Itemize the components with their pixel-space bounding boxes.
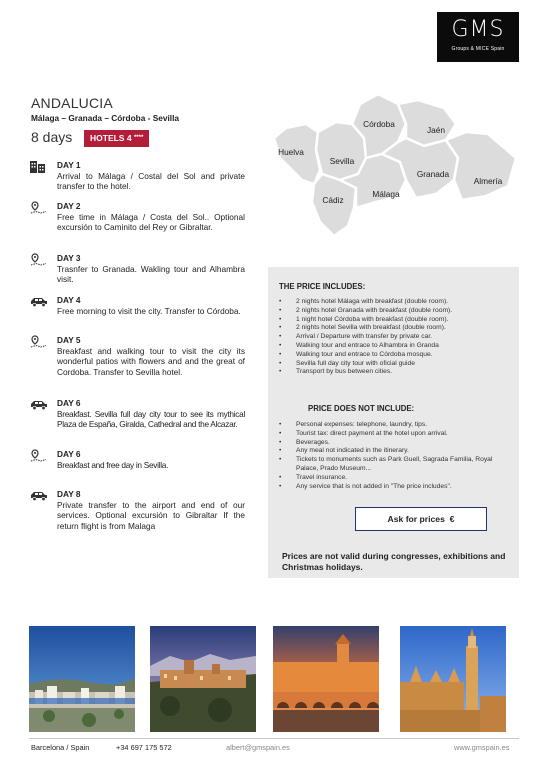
list-item: • 2 nights hotel Granada with breakfast (double room).	[279, 307, 514, 316]
ask-button-label: Ask for prices	[387, 514, 445, 524]
itinerary-day	[29, 160, 245, 194]
car-icon	[29, 295, 49, 308]
list-item: • Personal expenses: telephone, laundry, tips.	[279, 421, 514, 430]
list-item: • Tourist tax: direct payment at the hotel upon arrival.	[279, 430, 514, 439]
day-description: Free time in Málaga / Costa del Sol.. Optional excursión to Caminito del Rey or Gibraltar.	[57, 212, 245, 233]
hotel-stars: ****	[133, 135, 144, 141]
ask-for-prices-button[interactable]	[355, 507, 487, 531]
map-route-pin-icon	[29, 253, 49, 266]
hotel-badge-label: HOTELS 4	[90, 133, 132, 143]
trip-title: ANDALUCIA	[31, 95, 113, 111]
day-description: Breakfast. Sevilla full day city tour to see its mythical Plaza de España, Giralda, Cathedral and the Alcazar.	[57, 409, 245, 430]
list-item: • Any meal not indicated in the itinerary.	[279, 447, 514, 456]
gms-logo	[437, 12, 519, 62]
list-item: • Any service that is not added in "The price includes".	[279, 483, 514, 492]
price-excludes-list	[279, 421, 514, 491]
list-item: • 1 night hotel Córdoba with breakfast (double room).	[279, 316, 514, 325]
list-item: • Travel insurance.	[279, 474, 514, 483]
day-title: DAY 6	[57, 449, 81, 459]
price-includes-list	[279, 298, 514, 377]
map-label-almeria: Almería	[473, 176, 503, 186]
map-label-sevilla: Sevilla	[329, 156, 355, 166]
list-item: • Transport by bus between cities.	[279, 368, 514, 377]
day-description: Breakfast and walking tour to visit the city its wonderful patios with flowers and and the great of Cordoba. Transfer to Sevilla hotel.	[57, 346, 245, 377]
day-title: DAY 4	[57, 295, 81, 305]
logo-subtitle: Groups & MICE Spain	[451, 46, 505, 52]
itinerary-day	[29, 398, 245, 442]
itinerary-day	[29, 335, 245, 390]
euro-icon: €	[449, 514, 455, 524]
day-title: DAY 3	[57, 253, 81, 263]
day-description: Breakfast and free day in Sevilla.	[57, 460, 169, 470]
day-description: Trasnfer to Granada. Wakling tour and Alhambra visit.	[57, 264, 245, 285]
itinerary-day	[29, 201, 245, 245]
map-label-cadiz: Cádiz	[322, 195, 344, 205]
itinerary-day	[29, 489, 245, 533]
photo-cordoba	[273, 626, 379, 732]
hotel-building-icon	[29, 160, 49, 173]
map-label-jaen: Jaén	[427, 125, 445, 135]
map-route-pin-icon	[29, 201, 49, 214]
itinerary-day	[29, 253, 245, 287]
day-title: DAY 5	[57, 335, 81, 345]
day-title: DAY 6	[57, 398, 81, 408]
list-item: • 2 nights hotel Málaga with breakfast (double room).	[279, 298, 514, 307]
list-item: • Walking tour and entrace to Córdoba mosque.	[279, 351, 514, 360]
price-includes-title: THE PRICE INCLUDES:	[279, 282, 366, 291]
map-route-pin-icon	[29, 335, 49, 348]
map-label-granada: Granada	[416, 169, 450, 179]
footer-website[interactable]: www.gmspain.es	[454, 743, 510, 752]
province-almeria	[446, 132, 516, 200]
list-item: • Walking tour and entrace to Alhambra in Granda	[279, 342, 514, 351]
list-item: • Arrival / Departure with transfer by private car.	[279, 333, 514, 342]
price-panel	[268, 267, 519, 578]
car-icon	[29, 398, 49, 411]
map-route-pin-icon	[29, 449, 49, 462]
trip-duration: 8 days	[31, 129, 73, 145]
list-item: • Beverages.	[279, 439, 514, 448]
footer-city: Barcelona / Spain	[31, 743, 90, 752]
list-item: • Sevilla full day city tour with oficial guide	[279, 360, 514, 369]
day-title: DAY 2	[57, 201, 81, 211]
list-item: • Tickets to monuments such as Park Guell, Sagrada Familia, Royal Palace, Prado Museum...	[279, 456, 514, 474]
hotel-category-badge	[84, 130, 149, 147]
footer-email[interactable]: albert@gmspain.es	[226, 743, 290, 752]
day-title: DAY 1	[57, 160, 81, 170]
photo-sevilla	[400, 626, 506, 732]
itinerary-day	[29, 449, 245, 473]
day-description: Private transfer to the airport and end of our services. Optional excursión to Gibraltar If the return flight is from Malaga	[57, 500, 245, 531]
day-description: Arrival to Málaga / Costal del Sol and private transfer to the hotel.	[57, 171, 245, 192]
logo-text: GMS	[451, 17, 505, 42]
price-excludes-title: PRICE DOES NOT INCLUDE:	[308, 404, 415, 413]
map-label-huelva: Huelva	[278, 147, 304, 157]
footer-divider	[29, 738, 519, 739]
andalucia-map	[266, 88, 522, 240]
day-title: DAY 8	[57, 489, 81, 499]
map-label-cordoba: Córdoba	[363, 119, 395, 129]
itinerary-day	[29, 295, 245, 329]
trip-route: Málaga – Granada – Córdoba - Sevilla	[31, 113, 180, 123]
car-icon	[29, 489, 49, 502]
photo-alhambra	[150, 626, 256, 732]
list-item: • 2 nights hotel Sevilla with breakfast (double room).	[279, 324, 514, 333]
photo-malaga	[29, 626, 135, 732]
price-disclaimer: Prices are not valid during congresses, exhibitions and Christmas holidays.	[282, 551, 506, 572]
day-description: Free morning to visit the city. Transfer to Córdoba.	[57, 306, 241, 316]
footer-phone[interactable]: +34 697 175 572	[116, 743, 172, 752]
map-label-malaga: Málaga	[372, 189, 400, 199]
